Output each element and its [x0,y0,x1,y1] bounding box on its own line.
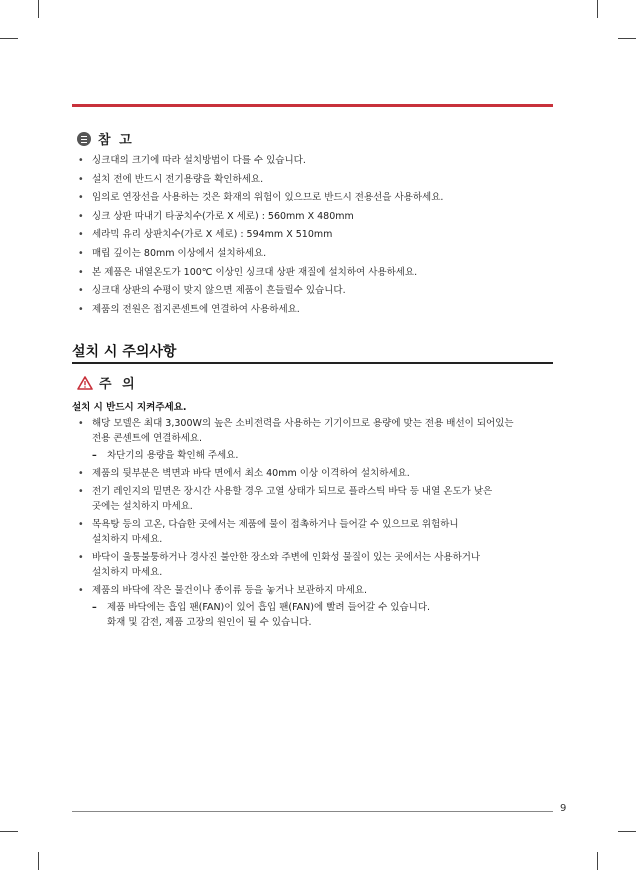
caution-item [78,466,514,484]
caution-subnote [92,600,514,630]
section-title: 설치 시 주의사항 [72,344,177,360]
crop-mark [38,852,39,870]
note-list [78,152,443,319]
caution-line: 곳에는 설치하지 마세요. [92,501,193,512]
footer-rule [72,811,553,812]
caution-line: 제품의 바닥에 작은 물건이나 종이류 등을 놓거나 보관하지 마세요. [92,585,367,596]
crop-mark [618,38,636,39]
crop-mark [0,38,18,39]
warning-triangle-icon [77,376,93,390]
caution-instruction: 설치 시 반드시 지켜주세요. [72,402,187,413]
caution-item [78,517,514,550]
caution-item [78,416,514,466]
note-item: • 제품의 전원은 접지콘센트에 연결하여 사용하세요. [78,301,443,320]
page-number: 9 [560,803,567,814]
section-rule [72,362,553,364]
note-item: • 설치 전에 반드시 전기용량을 확인하세요. [78,171,443,190]
crop-mark [597,852,598,870]
note-icon [77,132,91,146]
caution-item [78,550,514,583]
note-heading [77,129,134,148]
caution-line: 바닥이 울퉁불퉁하거나 경사진 불안한 장소와 주변에 인화성 물질이 있는 곳에서는 사용하거나 [92,552,481,563]
crop-mark [597,0,598,18]
crop-mark [618,831,636,832]
note-item: • 싱크대 상판의 수평이 맞지 않으면 제품이 흔들릴수 있습니다. [78,282,443,301]
caution-item [78,583,514,633]
crop-mark [38,0,39,18]
note-item: • 매립 깊이는 80mm 이상에서 설치하세요. [78,245,443,264]
crop-mark [0,831,18,832]
caution-title: 주 의 [99,377,138,392]
caution-line: 전용 콘센트에 연결하세요. [92,433,203,444]
caution-subnote: – 차단기의 용량을 확인해 주세요. [92,448,514,463]
caution-list [78,416,514,633]
caution-subnote-line: 제품 바닥에는 흡입 팬(FAN)이 있어 흡입 팬(FAN)에 빨려 들어갈 수 있습니다. [107,602,431,613]
note-item: • 싱크대의 크기에 따라 설치방법이 다를 수 있습니다. [78,152,443,171]
note-title: 참 고 [98,133,134,148]
caution-subnote-line: 화재 및 감전, 제품 고장의 원인이 될 수 있습니다. [107,617,312,628]
caution-line: 제품의 뒷부분은 벽면과 바닥 면에서 최소 40mm 이상 이격하여 설치하세요. [92,468,410,479]
note-item: • 싱크 상판 따내기 타공치수(가로 X 세로) : 560mm X 480mm [78,208,443,227]
note-item: • 세라믹 유리 상판치수(가로 X 세로) : 594mm X 510mm [78,226,443,245]
note-item: • 본 제품은 내열온도가 100℃ 이상인 싱크대 상판 재질에 설치하여 사용하세요. [78,264,443,283]
caution-line: 목욕탕 등의 고온, 다습한 곳에서는 제품에 물이 접촉하거나 들어갈 수 있으므로 위험하니 [92,519,459,530]
caution-heading [77,373,138,392]
caution-line: 설치하지 마세요. [92,534,163,545]
top-accent-rule [72,104,553,107]
caution-line: 해당 모델은 최대 3,300W의 높은 소비전력을 사용하는 기기이므로 용량에 맞는 전용 배선이 되어있는 [92,418,514,429]
caution-line: 설치하지 마세요. [92,567,163,578]
note-item: • 임의로 연장선을 사용하는 것은 화재의 위험이 있으므로 반드시 전용선을 사용하세요. [78,189,443,208]
caution-item [78,484,514,517]
caution-line: 전기 레인지의 밑면은 장시간 사용할 경우 고열 상태가 되므로 플라스틱 바닥 등 내열 온도가 낮은 [92,486,493,497]
